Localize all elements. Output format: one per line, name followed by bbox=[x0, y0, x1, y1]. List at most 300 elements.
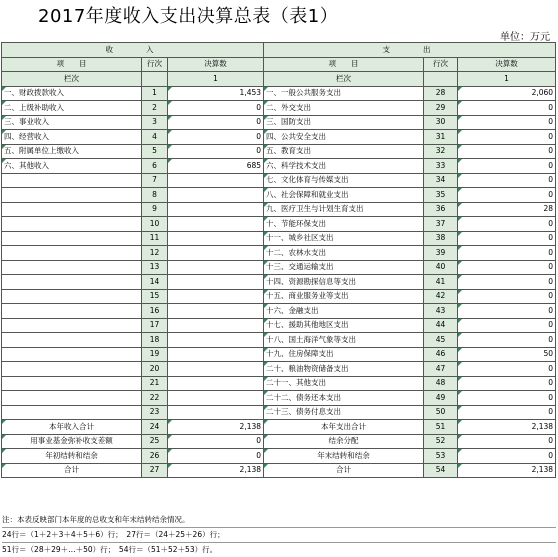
income-item-cell bbox=[2, 449, 142, 464]
expense-item-cell-text: 本年支出合计 bbox=[321, 421, 367, 431]
cell-marker-icon bbox=[2, 145, 6, 149]
income-line-cell-text: 18 bbox=[149, 334, 160, 344]
income-item-cell bbox=[2, 318, 142, 333]
income-amount-cell bbox=[168, 405, 264, 420]
expense-line-cell-text: 53 bbox=[435, 450, 446, 460]
expense-line-cell bbox=[424, 376, 458, 391]
income-line-cell bbox=[142, 376, 168, 391]
income-line-cell-text: 13 bbox=[149, 262, 160, 272]
expense-item-cell-text: 七、文化体育与传媒支出 bbox=[266, 175, 349, 185]
income-line-cell-text: 15 bbox=[149, 291, 160, 301]
income-item-cell bbox=[2, 217, 142, 232]
income-amount-cell bbox=[168, 391, 264, 406]
cell-marker-icon bbox=[264, 362, 268, 366]
cell-marker-icon bbox=[458, 362, 462, 366]
expense-line-cell-text: 52 bbox=[435, 436, 446, 446]
expense-amount-cell bbox=[458, 246, 556, 261]
expense-amount-cell-text: 0 bbox=[548, 218, 554, 228]
expense-item-cell bbox=[264, 144, 424, 159]
cell-marker-icon bbox=[458, 130, 462, 134]
income-item-cell bbox=[2, 376, 142, 391]
income-item-cell bbox=[2, 173, 142, 188]
income-line-cell bbox=[142, 246, 168, 261]
cell-marker-icon bbox=[264, 101, 268, 105]
cell-marker-icon bbox=[264, 188, 268, 192]
income-line-cell-text: 2 bbox=[152, 102, 157, 112]
expense-line-cell bbox=[424, 217, 458, 232]
expense-item-cell-text: 十五、商业服务业等支出 bbox=[266, 291, 349, 301]
income-amount-cell-text: 685 bbox=[246, 160, 262, 170]
expense-line-header: 行次 bbox=[424, 57, 458, 72]
cell-marker-icon bbox=[2, 435, 6, 439]
cell-marker-icon bbox=[168, 130, 172, 134]
expense-amount-cell-text: 0 bbox=[548, 233, 554, 243]
expense-item-cell-text: 十、节能环保支出 bbox=[266, 218, 327, 228]
expense-line-cell bbox=[424, 130, 458, 145]
cell-marker-icon bbox=[2, 101, 6, 105]
income-amount-cell-text: 2,138 bbox=[239, 421, 262, 431]
income-amount-cell-text: 0 bbox=[256, 131, 262, 141]
expense-item-cell bbox=[264, 420, 424, 435]
income-amount-cell bbox=[168, 318, 264, 333]
expense-line-cell bbox=[424, 289, 458, 304]
cell-marker-icon bbox=[264, 116, 268, 120]
income-item-cell bbox=[2, 420, 142, 435]
expense-line-cell bbox=[424, 144, 458, 159]
expense-amount-cell bbox=[458, 420, 556, 435]
cell-marker-icon bbox=[458, 304, 462, 308]
expense-item-cell bbox=[264, 217, 424, 232]
income-line-cell-text: 21 bbox=[149, 378, 160, 388]
table-row bbox=[2, 101, 556, 116]
income-line-cell bbox=[142, 275, 168, 290]
income-line-cell-text: 3 bbox=[152, 117, 157, 127]
cell-marker-icon bbox=[458, 87, 462, 91]
expense-amount-cell-text: 0 bbox=[548, 305, 554, 315]
expense-item-cell bbox=[264, 275, 424, 290]
income-line-cell bbox=[142, 188, 168, 203]
expense-item-cell bbox=[264, 246, 424, 261]
income-line-cell bbox=[142, 449, 168, 464]
income-item-cell bbox=[2, 101, 142, 116]
expense-item-cell-text: 十二、农林水支出 bbox=[266, 247, 327, 257]
income-item-cell-text: 合计 bbox=[64, 465, 79, 475]
expense-amount-cell-text: 2,060 bbox=[531, 88, 554, 98]
expense-line-cell bbox=[424, 391, 458, 406]
expense-item-cell-text: 十八、国土海洋气象等支出 bbox=[266, 334, 357, 344]
column-header-row bbox=[2, 57, 556, 72]
expense-item-cell-text: 结余分配 bbox=[328, 436, 359, 446]
expense-amount-cell-text: 2,138 bbox=[531, 465, 554, 475]
income-item-cell-text: 二、上级补助收入 bbox=[4, 102, 64, 112]
table-row bbox=[2, 159, 556, 174]
expense-item-cell bbox=[264, 333, 424, 348]
expense-line-cell bbox=[424, 463, 458, 478]
income-amount-cell bbox=[168, 347, 264, 362]
expense-line-cell-text: 34 bbox=[435, 175, 446, 185]
expense-amount-cell bbox=[458, 130, 556, 145]
expense-line-cell bbox=[424, 173, 458, 188]
income-item-cell bbox=[2, 144, 142, 159]
income-line-cell bbox=[142, 115, 168, 130]
income-line-cell-text: 19 bbox=[149, 349, 160, 359]
expense-column-label: 栏次 bbox=[264, 72, 424, 87]
cell-marker-icon bbox=[2, 116, 6, 120]
income-amount-cell bbox=[168, 376, 264, 391]
income-amount-cell bbox=[168, 260, 264, 275]
income-line-cell bbox=[142, 231, 168, 246]
income-line-cell-text: 1 bbox=[152, 88, 157, 98]
expense-line-cell bbox=[424, 202, 458, 217]
table-row bbox=[2, 217, 556, 232]
income-line-cell-text: 4 bbox=[152, 131, 157, 141]
summary-row bbox=[2, 420, 556, 435]
expense-amount-cell-text: 0 bbox=[548, 160, 554, 170]
cell-marker-icon bbox=[458, 174, 462, 178]
income-item-cell bbox=[2, 434, 142, 449]
income-item-cell bbox=[2, 188, 142, 203]
expense-item-cell bbox=[264, 173, 424, 188]
income-line-cell bbox=[142, 101, 168, 116]
income-amount-cell bbox=[168, 275, 264, 290]
income-line-cell bbox=[142, 318, 168, 333]
income-line-cell bbox=[142, 333, 168, 348]
expense-line-cell-text: 43 bbox=[435, 305, 446, 315]
income-amount-cell bbox=[168, 86, 264, 101]
expense-item-cell bbox=[264, 362, 424, 377]
expense-line-cell-text: 42 bbox=[435, 291, 446, 301]
expense-amount-cell bbox=[458, 217, 556, 232]
income-line-cell-text: 5 bbox=[152, 146, 157, 156]
income-amount-cell-text: 0 bbox=[256, 146, 262, 156]
income-item-cell-text: 四、经营收入 bbox=[4, 131, 49, 141]
income-amount-cell bbox=[168, 362, 264, 377]
table-row bbox=[2, 376, 556, 391]
income-line-header: 行次 bbox=[142, 57, 168, 72]
expense-item-cell-text: 十三、交通运输支出 bbox=[266, 262, 334, 272]
expense-amount-cell bbox=[458, 173, 556, 188]
table-row bbox=[2, 405, 556, 420]
cell-marker-icon bbox=[168, 101, 172, 105]
income-amount-cell bbox=[168, 246, 264, 261]
cell-marker-icon bbox=[264, 464, 268, 468]
income-amount-cell bbox=[168, 188, 264, 203]
table-row bbox=[2, 202, 556, 217]
income-amount-cell bbox=[168, 463, 264, 478]
cell-marker-icon bbox=[458, 435, 462, 439]
income-item-header: 项 目 bbox=[2, 57, 142, 72]
income-amount-cell bbox=[168, 449, 264, 464]
income-item-cell bbox=[2, 159, 142, 174]
income-item-cell bbox=[2, 275, 142, 290]
expense-line-cell bbox=[424, 101, 458, 116]
income-line-cell bbox=[142, 362, 168, 377]
expense-line-cell bbox=[424, 275, 458, 290]
cell-marker-icon bbox=[168, 464, 172, 468]
cell-marker-icon bbox=[168, 87, 172, 91]
cell-marker-icon bbox=[2, 420, 6, 424]
expense-amount-cell bbox=[458, 318, 556, 333]
cell-marker-icon bbox=[458, 290, 462, 294]
cell-marker-icon bbox=[264, 203, 268, 207]
expense-line-cell-text: 40 bbox=[435, 262, 446, 272]
cell-marker-icon bbox=[168, 420, 172, 424]
income-item-cell-text: 用事业基金弥补收支差额 bbox=[30, 436, 113, 446]
cell-marker-icon bbox=[458, 261, 462, 265]
cell-marker-icon bbox=[264, 435, 268, 439]
expense-line-cell-text: 28 bbox=[435, 88, 446, 98]
income-line-cell-text: 16 bbox=[149, 305, 160, 315]
expense-item-cell-text: 三、国防支出 bbox=[266, 117, 312, 127]
expense-amount-cell-text: 0 bbox=[548, 436, 554, 446]
expense-item-cell-text: 二十三、债务付息支出 bbox=[266, 407, 342, 417]
cell-marker-icon bbox=[458, 333, 462, 337]
section-header-row bbox=[2, 43, 556, 58]
income-item-cell bbox=[2, 246, 142, 261]
expense-item-cell-text: 二十、粮油物资储备支出 bbox=[266, 363, 349, 373]
cell-marker-icon bbox=[458, 159, 462, 163]
expense-amount-cell bbox=[458, 391, 556, 406]
cell-marker-icon bbox=[2, 464, 6, 468]
expense-item-cell bbox=[264, 405, 424, 420]
expense-amount-cell-text: 0 bbox=[548, 392, 554, 402]
expense-line-cell-text: 29 bbox=[435, 102, 446, 112]
expense-item-header: 项 目 bbox=[264, 57, 424, 72]
expense-amount-cell-text: 0 bbox=[548, 189, 554, 199]
expense-amount-cell-text: 0 bbox=[548, 102, 554, 112]
expense-line-cell-text: 47 bbox=[435, 363, 446, 373]
cell-marker-icon bbox=[458, 275, 462, 279]
expense-amount-cell bbox=[458, 405, 556, 420]
expense-item-cell bbox=[264, 347, 424, 362]
income-line-cell-text: 14 bbox=[149, 276, 160, 286]
income-item-cell bbox=[2, 202, 142, 217]
expense-header: 支 出 bbox=[264, 43, 556, 58]
income-item-cell bbox=[2, 115, 142, 130]
summary-row bbox=[2, 449, 556, 464]
cell-marker-icon bbox=[264, 217, 268, 221]
expense-amount-header: 决算数 bbox=[458, 57, 556, 72]
expense-item-cell bbox=[264, 231, 424, 246]
cell-marker-icon bbox=[458, 406, 462, 410]
income-amount-cell bbox=[168, 159, 264, 174]
expense-amount-cell bbox=[458, 144, 556, 159]
table-row bbox=[2, 362, 556, 377]
expense-item-cell-text: 一、一般公共服务支出 bbox=[266, 88, 342, 98]
expense-line-cell bbox=[424, 420, 458, 435]
income-amount-cell bbox=[168, 217, 264, 232]
table-row bbox=[2, 144, 556, 159]
table-row bbox=[2, 333, 556, 348]
cell-marker-icon bbox=[458, 319, 462, 323]
income-line-cell bbox=[142, 347, 168, 362]
income-line-cell bbox=[142, 420, 168, 435]
cell-marker-icon bbox=[458, 377, 462, 381]
income-item-cell-text: 六、其他收入 bbox=[4, 160, 49, 170]
income-column-no: 1 bbox=[168, 72, 264, 87]
income-line-cell bbox=[142, 463, 168, 478]
note-line: 注：本表反映部门本年度的总收支和年末结转结余情况。 bbox=[2, 513, 556, 528]
income-line-cell-text: 20 bbox=[149, 363, 160, 373]
expense-amount-cell-text: 0 bbox=[548, 146, 554, 156]
expense-item-cell-text: 二十一、其他支出 bbox=[266, 378, 327, 388]
income-line-cell-text: 25 bbox=[149, 436, 160, 446]
income-item-cell bbox=[2, 362, 142, 377]
cell-marker-icon bbox=[458, 188, 462, 192]
income-amount-cell bbox=[168, 333, 264, 348]
income-item-cell bbox=[2, 405, 142, 420]
table-row bbox=[2, 173, 556, 188]
cell-marker-icon bbox=[264, 246, 268, 250]
income-line-cell-text: 23 bbox=[149, 407, 160, 417]
income-item-cell bbox=[2, 347, 142, 362]
expense-item-cell bbox=[264, 304, 424, 319]
income-amount-cell bbox=[168, 434, 264, 449]
income-line-cell-text: 12 bbox=[149, 247, 160, 257]
expense-line-cell-text: 48 bbox=[435, 378, 446, 388]
income-line-cell bbox=[142, 217, 168, 232]
income-line-cell bbox=[142, 304, 168, 319]
income-item-cell-text: 一、财政拨款收入 bbox=[4, 88, 64, 98]
expense-line-cell bbox=[424, 318, 458, 333]
income-item-cell bbox=[2, 86, 142, 101]
expense-item-cell bbox=[264, 449, 424, 464]
report-title: 2017年度收入支出决算总表（表1） bbox=[38, 6, 339, 27]
expense-amount-cell-text: 0 bbox=[548, 175, 554, 185]
expense-amount-cell-text: 0 bbox=[548, 262, 554, 272]
summary-row bbox=[2, 463, 556, 478]
table-row bbox=[2, 231, 556, 246]
income-amount-cell bbox=[168, 144, 264, 159]
expense-item-cell bbox=[264, 202, 424, 217]
expense-item-cell-text: 十六、金融支出 bbox=[266, 305, 319, 315]
expense-line-cell bbox=[424, 347, 458, 362]
expense-line-cell bbox=[424, 434, 458, 449]
income-amount-cell-text: 0 bbox=[256, 117, 262, 127]
income-amount-cell bbox=[168, 202, 264, 217]
income-line-cell bbox=[142, 260, 168, 275]
cell-marker-icon bbox=[264, 304, 268, 308]
cell-marker-icon bbox=[264, 275, 268, 279]
expense-amount-cell-text: 50 bbox=[543, 349, 554, 359]
table-row bbox=[2, 86, 556, 101]
expense-amount-cell-text: 0 bbox=[548, 407, 554, 417]
income-amount-cell-text: 2,138 bbox=[239, 465, 262, 475]
income-line-cell-text: 6 bbox=[152, 160, 157, 170]
income-line-cell bbox=[142, 202, 168, 217]
cell-marker-icon bbox=[458, 420, 462, 424]
expense-amount-cell-text: 0 bbox=[548, 117, 554, 127]
cell-marker-icon bbox=[458, 391, 462, 395]
income-item-cell-text: 三、事业收入 bbox=[4, 117, 49, 127]
expense-amount-cell-text: 0 bbox=[548, 450, 554, 460]
income-amount-cell bbox=[168, 101, 264, 116]
cell-marker-icon bbox=[264, 87, 268, 91]
expense-amount-cell bbox=[458, 333, 556, 348]
expense-line-cell bbox=[424, 188, 458, 203]
income-amount-cell bbox=[168, 130, 264, 145]
expense-item-cell-text: 五、教育支出 bbox=[266, 146, 312, 156]
expense-item-cell-text: 年末结转和结余 bbox=[317, 450, 370, 460]
expense-item-cell-text: 八、社会保障和就业支出 bbox=[266, 189, 349, 199]
expense-line-cell bbox=[424, 362, 458, 377]
expense-item-cell-text: 合计 bbox=[336, 465, 352, 475]
income-item-cell bbox=[2, 391, 142, 406]
cell-marker-icon bbox=[2, 449, 6, 453]
income-line-cell-text: 11 bbox=[149, 233, 160, 243]
cell-marker-icon bbox=[264, 449, 268, 453]
income-amount-cell-text: 0 bbox=[256, 102, 262, 112]
cell-marker-icon bbox=[168, 159, 172, 163]
table-row bbox=[2, 318, 556, 333]
cell-marker-icon bbox=[264, 145, 268, 149]
expense-item-cell-text: 十九、住房保障支出 bbox=[266, 349, 334, 359]
expense-line-cell bbox=[424, 449, 458, 464]
expense-item-cell bbox=[264, 260, 424, 275]
expense-line-cell-text: 49 bbox=[435, 392, 446, 402]
income-item-cell-text: 五、附属单位上缴收入 bbox=[4, 146, 79, 156]
cell-marker-icon bbox=[2, 87, 6, 91]
cell-marker-icon bbox=[458, 232, 462, 236]
table-row bbox=[2, 289, 556, 304]
expense-line-cell bbox=[424, 86, 458, 101]
income-line-cell bbox=[142, 130, 168, 145]
expense-line-cell-text: 30 bbox=[435, 117, 446, 127]
income-line-cell-text: 22 bbox=[149, 392, 160, 402]
expense-line-cell-text: 51 bbox=[435, 421, 446, 431]
income-line-cell-text: 17 bbox=[149, 320, 160, 330]
expense-item-cell bbox=[264, 188, 424, 203]
expense-item-cell bbox=[264, 130, 424, 145]
expense-amount-cell bbox=[458, 159, 556, 174]
unit-label: 单位：万元 bbox=[500, 32, 550, 43]
income-line-cell bbox=[142, 144, 168, 159]
expense-item-cell-text: 二十二、债务还本支出 bbox=[266, 392, 342, 402]
expense-line-cell-text: 45 bbox=[435, 334, 446, 344]
expense-item-cell-text: 六、科学技术支出 bbox=[266, 160, 327, 170]
expense-amount-cell bbox=[458, 463, 556, 478]
expense-amount-cell bbox=[458, 231, 556, 246]
expense-line-cell-text: 37 bbox=[435, 218, 446, 228]
cell-marker-icon bbox=[264, 290, 268, 294]
cell-marker-icon bbox=[264, 333, 268, 337]
cell-marker-icon bbox=[2, 130, 6, 134]
expense-amount-cell bbox=[458, 376, 556, 391]
expense-amount-cell bbox=[458, 449, 556, 464]
income-amount-cell-text: 1,453 bbox=[239, 88, 262, 98]
cell-marker-icon bbox=[458, 203, 462, 207]
expense-item-cell bbox=[264, 318, 424, 333]
income-line-cell-text: 27 bbox=[149, 465, 160, 475]
cell-marker-icon bbox=[168, 116, 172, 120]
income-item-cell bbox=[2, 130, 142, 145]
expense-line-cell-text: 54 bbox=[435, 465, 446, 475]
expense-amount-cell bbox=[458, 86, 556, 101]
expense-line-cell-text: 36 bbox=[435, 204, 446, 214]
expense-item-cell-text: 二、外交支出 bbox=[266, 102, 312, 112]
table-row bbox=[2, 391, 556, 406]
table-row bbox=[2, 246, 556, 261]
cell-marker-icon bbox=[458, 101, 462, 105]
income-amount-cell-text: 0 bbox=[256, 450, 262, 460]
expense-item-cell-text: 十一、城乡社区支出 bbox=[266, 233, 334, 243]
expense-item-cell bbox=[264, 159, 424, 174]
table-row bbox=[2, 260, 556, 275]
note-line: 51行＝（28＋29＋…＋50）行； 54行＝（51＋52＋53）行。 bbox=[2, 545, 218, 554]
footnotes bbox=[2, 513, 556, 557]
table-row bbox=[2, 304, 556, 319]
column-number-row bbox=[2, 72, 556, 87]
